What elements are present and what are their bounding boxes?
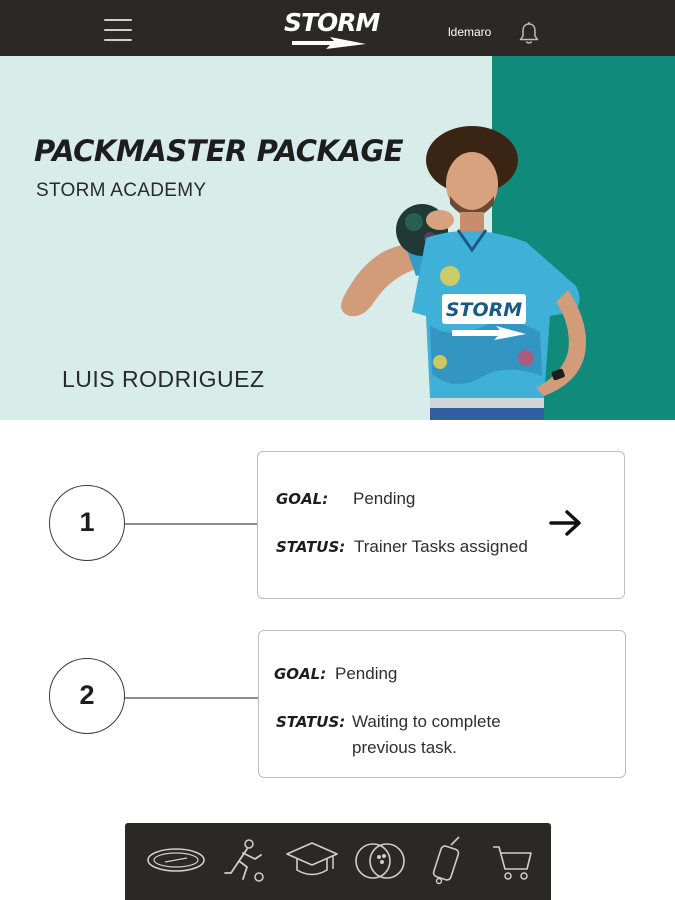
step-connector-line [125, 697, 259, 699]
shopping-cart-icon[interactable] [481, 833, 543, 889]
package-title: PACKMASTER PACKAGE [34, 134, 404, 168]
bowling-bag-icon[interactable] [417, 833, 479, 889]
goal-label: GOAL: [276, 490, 329, 508]
goal-value: Pending [353, 489, 416, 508]
top-bar [0, 0, 675, 56]
hero-banner [0, 56, 675, 420]
status-label: STATUS: [276, 538, 346, 556]
graduation-cap-icon[interactable] [281, 833, 343, 889]
hamburger-menu-icon[interactable] [104, 19, 134, 45]
step-connector-line [125, 523, 258, 525]
goal-value: Pending [335, 664, 398, 683]
bowler-image [330, 126, 610, 420]
status-label: STATUS: [276, 713, 346, 731]
package-subtitle: STORM ACADEMY [36, 180, 207, 201]
trainer-name: LUIS RODRIGUEZ [62, 366, 265, 392]
lightning-bolt-icon [290, 37, 368, 49]
step-number: 2 [79, 680, 95, 710]
step-number-circle [49, 485, 125, 561]
bottom-nav-bar [125, 823, 551, 900]
step-number-circle [49, 658, 125, 734]
step-card[interactable] [257, 451, 625, 599]
goal-label: GOAL: [274, 665, 327, 683]
status-value-line-2: previous task. [352, 738, 457, 757]
status-value: Trainer Tasks assigned [354, 537, 528, 556]
step-number: 1 [79, 507, 95, 537]
username[interactable]: ldemaro [448, 25, 492, 39]
arrow-right-icon[interactable] [548, 508, 584, 538]
bell-icon[interactable] [518, 21, 540, 45]
bowling-balls-icon[interactable] [349, 833, 411, 889]
step-card[interactable] [258, 630, 626, 778]
svg-text:STORM: STORM [445, 299, 523, 321]
storm-logo[interactable] [284, 8, 380, 50]
bowler-icon[interactable] [213, 833, 275, 889]
status-value-line-1: Waiting to complete [352, 712, 501, 731]
bowling-lane-icon[interactable] [145, 833, 207, 889]
logo-text: STORM [284, 8, 380, 37]
